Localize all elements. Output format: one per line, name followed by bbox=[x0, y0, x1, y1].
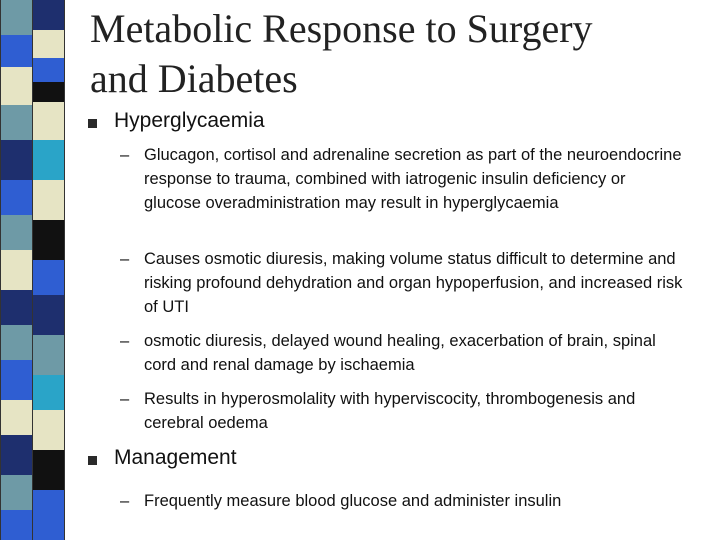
title-line-1: Metabolic Response to Surgery bbox=[90, 6, 593, 51]
bullet-square-icon bbox=[88, 119, 97, 128]
strip-block bbox=[0, 510, 33, 540]
sub-bullet-text: Glucagon, cortisol and adrenaline secretion as part of the neuroendocrine response to trauma, combined with iatrogenic insulin deficiency or glucose overadministration may result in hyperglycaemia bbox=[144, 146, 682, 212]
strip-block bbox=[32, 375, 65, 410]
strip-block bbox=[0, 215, 33, 250]
bullet-management: Management bbox=[114, 446, 237, 469]
sub-bullet bbox=[120, 329, 680, 377]
strip-block bbox=[0, 400, 33, 435]
dash-icon: – bbox=[120, 332, 130, 350]
strip-block bbox=[32, 220, 65, 260]
title-line-2: and Diabetes bbox=[90, 56, 298, 101]
strip-block bbox=[32, 450, 65, 490]
strip-block bbox=[0, 475, 33, 510]
strip-block bbox=[32, 260, 65, 295]
strip-block bbox=[0, 435, 33, 475]
strip-block bbox=[0, 250, 33, 290]
strip-block bbox=[32, 0, 65, 30]
strip-block bbox=[0, 0, 33, 35]
strip-block bbox=[0, 105, 33, 140]
slide-title bbox=[90, 4, 700, 104]
strip-block bbox=[32, 335, 65, 375]
strip-block bbox=[0, 325, 33, 360]
sub-bullet bbox=[120, 387, 680, 435]
sub-bullet-text: Results in hyperosmolality with hyperviscocity, thrombogenesis and cerebral oedema bbox=[144, 390, 636, 432]
sub-bullet-text: Frequently measure blood glucose and administer insulin bbox=[144, 492, 562, 510]
bullet-hyperglycaemia: Hyperglycaemia bbox=[114, 109, 265, 132]
strip-block bbox=[32, 490, 65, 540]
sub-bullet bbox=[120, 247, 683, 319]
strip-block bbox=[32, 102, 65, 140]
strip-block bbox=[0, 290, 33, 325]
dash-icon: – bbox=[120, 250, 130, 268]
decorative-left-strip bbox=[0, 0, 65, 540]
strip-block bbox=[0, 360, 33, 400]
strip-block bbox=[32, 140, 65, 180]
sub-bullet bbox=[120, 489, 680, 513]
strip-block bbox=[32, 295, 65, 335]
strip-block bbox=[32, 30, 65, 58]
bullet-square-icon bbox=[88, 456, 97, 465]
dash-icon: – bbox=[120, 390, 130, 408]
dash-icon: – bbox=[120, 492, 130, 510]
strip-block bbox=[0, 67, 33, 105]
dash-icon: – bbox=[120, 146, 130, 164]
strip-block bbox=[0, 180, 33, 215]
strip-block bbox=[32, 58, 65, 82]
strip-block bbox=[32, 82, 65, 102]
sub-bullet-text: Causes osmotic diuresis, making volume status difficult to determine and risking profound dehydration and organ hypoperfusion, and increased risk of UTI bbox=[144, 250, 683, 316]
strip-block bbox=[0, 35, 33, 67]
strip-block bbox=[32, 180, 65, 220]
sub-bullet-text: osmotic diuresis, delayed wound healing, exacerbation of brain, spinal cord and renal damage by ischaemia bbox=[144, 332, 656, 374]
strip-block bbox=[32, 410, 65, 450]
strip-block bbox=[0, 140, 33, 180]
sub-bullet bbox=[120, 143, 680, 239]
